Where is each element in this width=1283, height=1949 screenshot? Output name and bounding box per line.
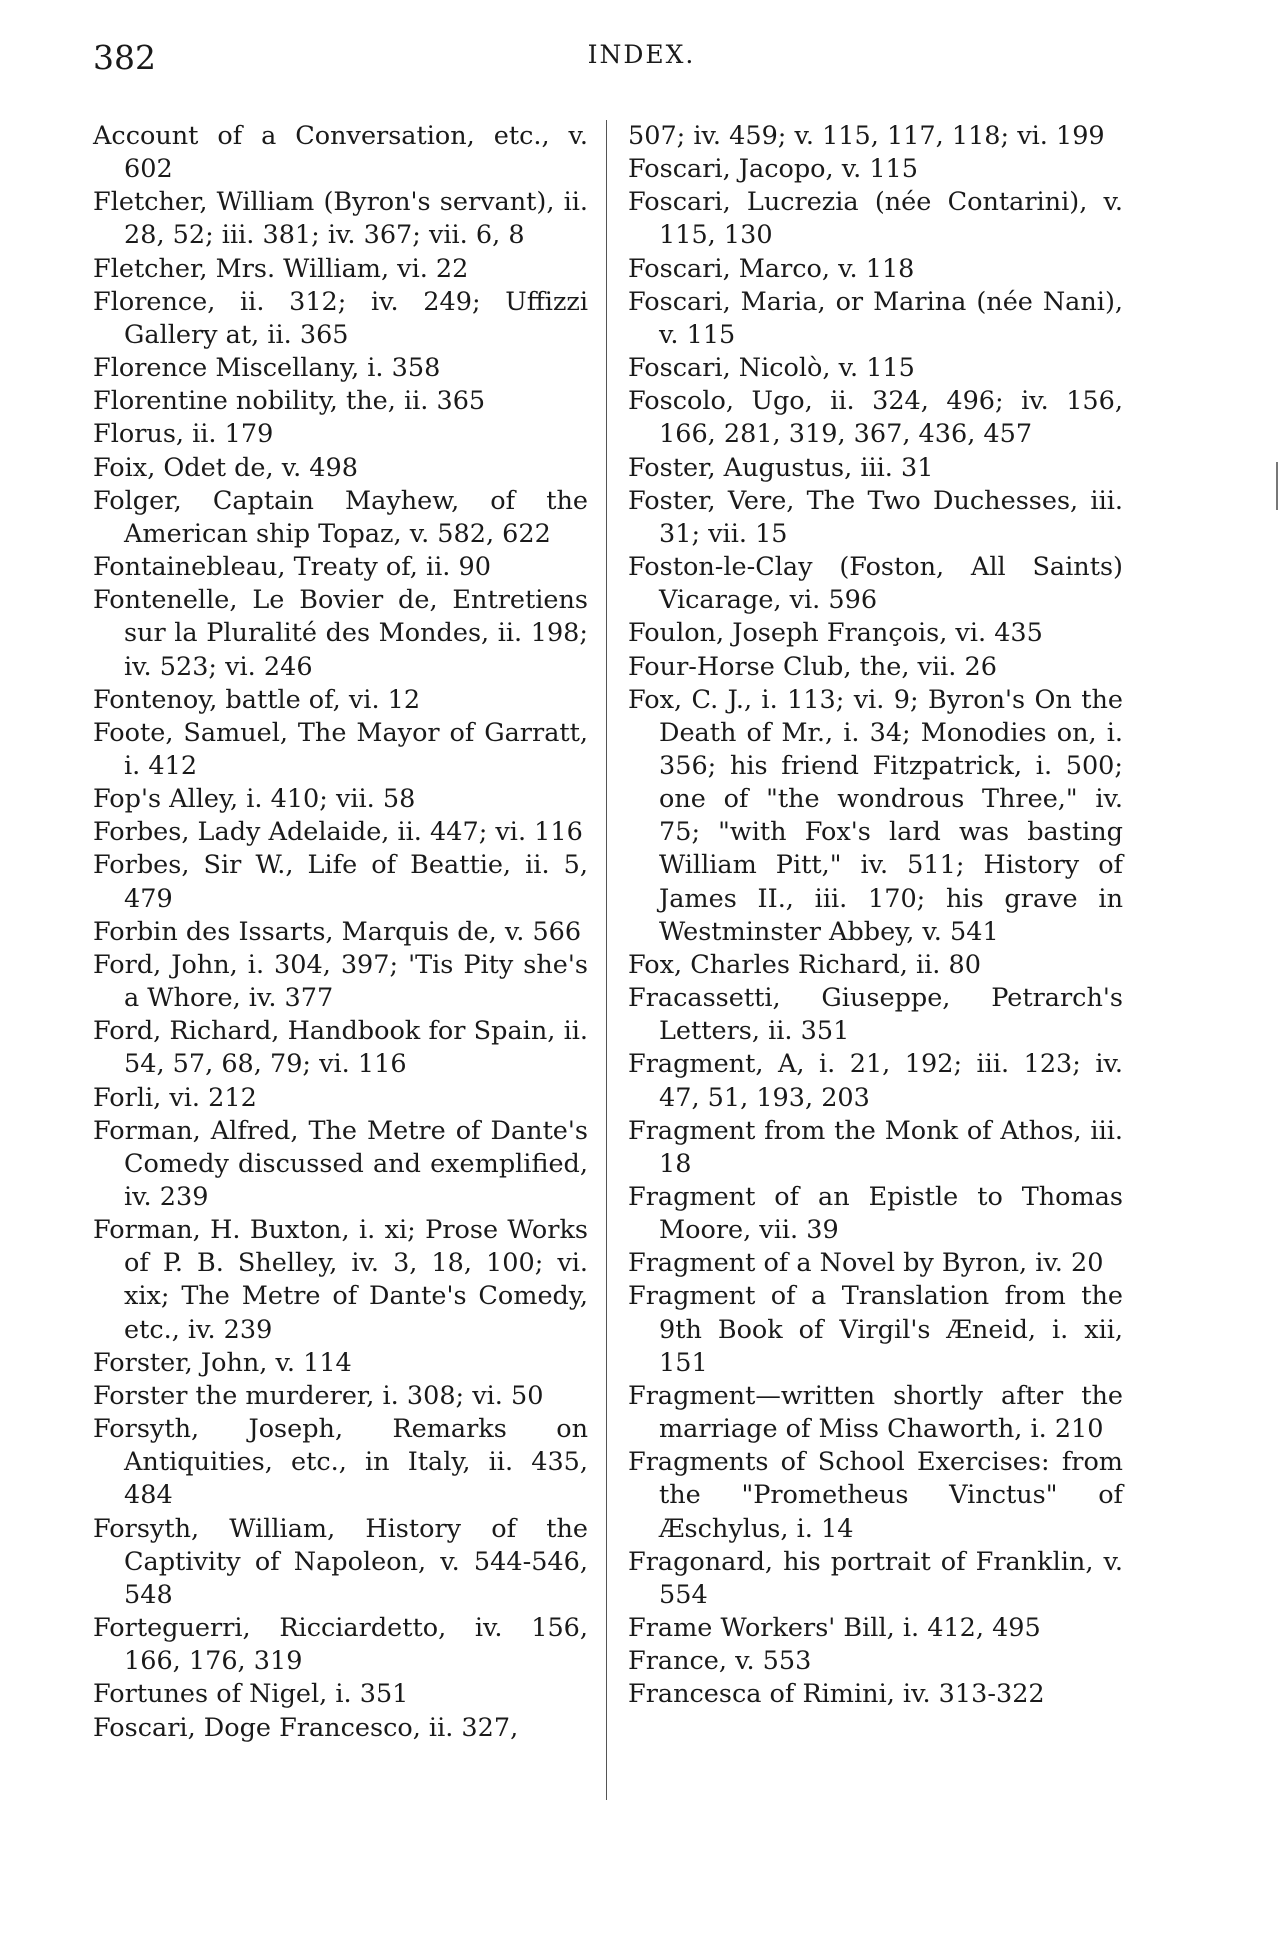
index-entry: Forster, John, v. 114 — [93, 1347, 352, 1378]
index-entry: Fragment—written shortly after the marriage of Miss Chaworth, i. 210 — [628, 1380, 1123, 1445]
index-entry: Fragment of a Translation from the 9th Book of Virgil's Æneid, i. xii, 151 — [628, 1281, 1123, 1378]
index-entry: Fox, C. J., i. 113; vi. 9; Byron's On the Death of Mr., i. 34; Monodies on, i. 356; his friend Fitzpatrick, i. 500; one of "the wondrous Three," iv. 75; "with Fox's lard was basting William Pitt," iv. 511; History of James II., iii. 170; his grave in Westminster Abbey, v. 541 — [628, 684, 1123, 947]
index-column-right — [628, 120, 1123, 1712]
index-entry: Folger, Captain Mayhew, of the American ship Topaz, v. 582, 622 — [93, 485, 588, 549]
index-entry: Fontainebleau, Treaty of, ii. 90 — [93, 552, 491, 583]
index-entry: Foix, Odet de, v. 498 — [93, 452, 358, 483]
index-entry: Fop's Alley, i. 410; vii. 58 — [93, 784, 416, 815]
running-head-title: INDEX. — [587, 40, 696, 69]
index-entry: Fragment of an Epistle to Thomas Moore, vii. 39 — [628, 1182, 1123, 1246]
index-entry: Forli, vi. 212 — [93, 1082, 257, 1113]
index-entry: Fletcher, Mrs. William, vi. 22 — [93, 253, 469, 284]
index-entry: Fox, Charles Richard, ii. 80 — [628, 949, 981, 980]
index-entry: Fragonard, his portrait of Franklin, v. 554 — [628, 1546, 1123, 1610]
index-entry: Foscari, Doge Francesco, ii. 327, — [93, 1712, 519, 1743]
index-column-left — [93, 120, 588, 1745]
index-entry: Foscari, Jacopo, v. 115 — [628, 154, 918, 185]
column-divider — [606, 120, 607, 1800]
index-entry: Foote, Samuel, The Mayor of Garratt, i. 412 — [93, 717, 588, 781]
index-entry: Forsyth, Joseph, Remarks on Antiquities, etc., in Italy, ii. 435, 484 — [93, 1414, 588, 1511]
index-entry: Foster, Augustus, iii. 31 — [628, 452, 934, 483]
index-entry: Account of a Conversation, etc., v. 602 — [93, 121, 588, 185]
index-entry: Forbes, Lady Adelaide, ii. 447; vi. 116 — [93, 817, 583, 848]
index-entry: Florentine nobility, the, ii. 365 — [93, 386, 486, 417]
index-entry: France, v. 553 — [628, 1646, 812, 1677]
index-entry: Ford, John, i. 304, 397; 'Tis Pity she's a Whore, iv. 377 — [93, 949, 588, 1014]
index-entry: Florence Miscellany, i. 358 — [93, 353, 441, 384]
index-entry: Fontenoy, battle of, vi. 12 — [93, 684, 421, 715]
index-entry: Fragment from the Monk of Athos, iii. 18 — [628, 1115, 1123, 1179]
index-entry: Ford, Richard, Handbook for Spain, ii. 54, 57, 68, 79; vi. 116 — [93, 1016, 588, 1080]
index-entry: Fortunes of Nigel, i. 351 — [93, 1679, 409, 1710]
index-entry: Forteguerri, Ricciardetto, iv. 156, 166, 176, 319 — [93, 1613, 588, 1677]
index-entry: Florence, ii. 312; iv. 249; Uffizzi Gallery at, ii. 365 — [93, 286, 588, 350]
index-entry: Fragments of School Exercises: from the "Prometheus Vinctus" of Æschylus, i. 14 — [628, 1447, 1123, 1544]
index-entry: Foston-le-Clay (Foston, All Saints) Vicarage, vi. 596 — [628, 552, 1123, 616]
index-entry: Forsyth, William, History of the Captivity of Napoleon, v. 544-546, 548 — [93, 1513, 588, 1610]
index-entry: Four-Horse Club, the, vii. 26 — [628, 651, 997, 682]
index-entry: Frame Workers' Bill, i. 412, 495 — [628, 1613, 1041, 1644]
index-entry: Fletcher, William (Byron's servant), ii. 28, 52; iii. 381; iv. 367; vii. 6, 8 — [93, 187, 588, 251]
index-entry: Foscari, Marco, v. 118 — [628, 253, 915, 284]
index-entry: Florus, ii. 179 — [93, 419, 274, 450]
index-entry: Fontenelle, Le Bovier de, Entretiens sur la Pluralité des Mondes, ii. 198; iv. 523; vi. 246 — [93, 585, 588, 682]
index-entry: Foscolo, Ugo, ii. 324, 496; iv. 156, 166, 281, 319, 367, 436, 457 — [628, 386, 1123, 450]
index-entry: 507; iv. 459; v. 115, 117, 118; vi. 199 — [628, 121, 1105, 151]
index-entry: Foster, Vere, The Two Duchesses, iii. 31; vii. 15 — [628, 485, 1123, 549]
index-entry: Forster the murderer, i. 308; vi. 50 — [93, 1380, 544, 1411]
index-entry: Foscari, Maria, or Marina (née Nani), v. 115 — [628, 286, 1123, 350]
index-entry: Forman, Alfred, The Metre of Dante's Comedy discussed and exemplified, iv. 239 — [93, 1115, 588, 1212]
index-entry: Foscari, Nicolò, v. 115 — [628, 353, 915, 384]
index-entry: Forman, H. Buxton, i. xi; Prose Works of P. B. Shelley, iv. 3, 18, 100; vi. xix; The Metre of Dante's Comedy, etc., iv. 239 — [93, 1215, 588, 1345]
index-entry: Foulon, Joseph François, vi. 435 — [628, 618, 1043, 649]
index-entry: Fracassetti, Giuseppe, Petrarch's Letters, ii. 351 — [628, 983, 1123, 1047]
page-header — [93, 38, 1190, 88]
index-entry: Fragment, A, i. 21, 192; iii. 123; iv. 47, 51, 193, 203 — [628, 1049, 1123, 1113]
index-entry: Forbin des Issarts, Marquis de, v. 566 — [93, 916, 582, 947]
index-entry: Forbes, Sir W., Life of Beattie, ii. 5, 479 — [93, 850, 588, 914]
index-entry: Foscari, Lucrezia (née Contarini), v. 115, 130 — [628, 187, 1123, 251]
page-number: 382 — [93, 38, 156, 77]
margin-mark — [1276, 462, 1278, 510]
index-entry: Francesca of Rimini, iv. 313-322 — [628, 1679, 1045, 1710]
index-entry: Fragment of a Novel by Byron, iv. 20 — [628, 1248, 1104, 1279]
